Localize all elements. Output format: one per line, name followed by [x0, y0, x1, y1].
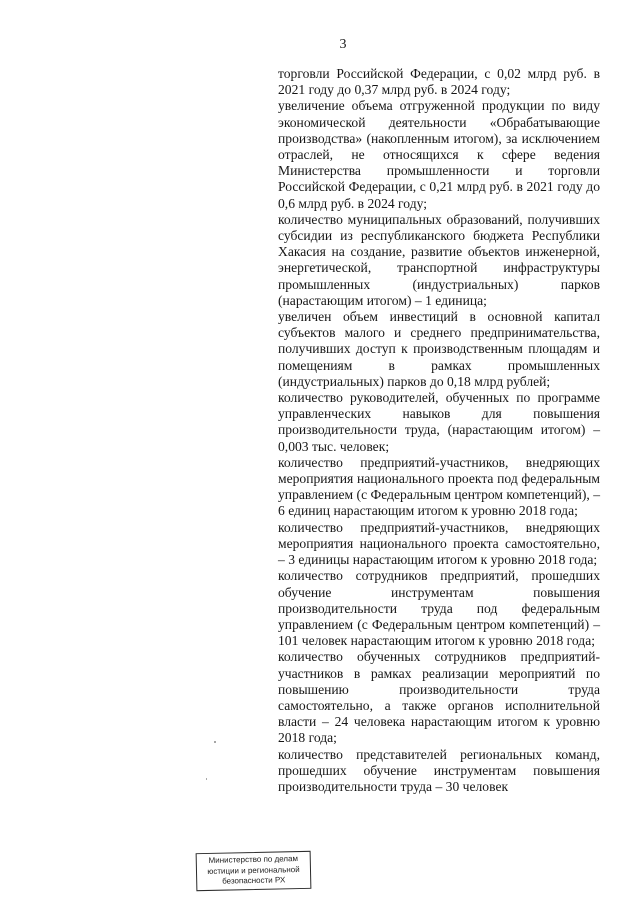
paragraph-trained-employees-independent: количество обученных сотрудников предприятий-участников в рамках реализации мероприятий по повышению производительности труда самостоятельно, а также органов исполнительной власти – 24 человека нарастающим итогом к уровню 2018 года;: [278, 649, 600, 746]
paragraph-trained-managers: количество руководителей, обученных по программе управленческих навыков для повышения производительности труда, (нарастающим итогом) – 0,003 тыс. человек;: [278, 390, 600, 454]
page-number: 3: [339, 37, 347, 52]
paragraph-trained-employees-federal: количество сотрудников предприятий, прошедших обучение инструментам повышения производительности труда под федеральным управлением (с Федеральным центром компетенций) – 101 человек нарастающим итогом к уровню 2018 года;: [278, 568, 600, 649]
paragraph-regional-teams: количество представителей региональных команд, прошедших обучение инструментам повышения производительности труда – 30 человек: [278, 746, 600, 794]
document-body: [278, 66, 600, 795]
paragraph-federal-participants: количество предприятий-участников, внедряющих мероприятия национального проекта под федеральным управлением (с Федеральным центром компетенций), – 6 единиц нарастающим итогом к уровню 2018 года;: [278, 454, 600, 519]
stamp-line-3: безопасности РХ: [222, 875, 286, 886]
scan-speck: [206, 778, 207, 780]
stamp-line-2: юстиции и региональной: [207, 864, 300, 876]
paragraph-sme-investments: увеличен объем инвестиций в основной капитал субъектов малого и среднего предпринимательства, получивших доступ к производственным площадям и помещениям в рамках промышленных (индустриальных) парков до 0,18 млрд рублей;: [278, 309, 600, 389]
stamp-line-1: Министерство по делам: [208, 854, 299, 865]
ministry-stamp: [196, 851, 312, 891]
paragraph-municipal-subsidies: количество муниципальных образований, получивших субсидии из республиканского бюджета Республики Хакасия на создание, развитие объектов инженерной, энергетической, транспортной инфраструктуры промышленных (индустриальных) парков (нарастающим итогом) – 1 единица;: [278, 211, 600, 308]
scan-speck: [214, 741, 216, 743]
paragraph-trade-volume: торговли Российской Федерации, с 0,02 млрд руб. в 2021 году до 0,37 млрд руб. в 2024 году;: [278, 66, 600, 98]
paragraph-independent-participants: количество предприятий-участников, внедряющих мероприятия национального проекта самостоятельно, – 3 единицы нарастающим итогом к уровню 2018 года;: [278, 519, 600, 568]
paragraph-shipped-products: увеличение объема отгруженной продукции по виду экономической деятельности «Обрабатывающие производства» (накопленным итогом), за исключением отраслей, не относящихся к сфере ведения Министерства промышленности и торговли Российской Федерации, с 0,21 млрд руб. в 2021 году до 0,6 млрд руб. в 2024 году;: [278, 98, 600, 211]
